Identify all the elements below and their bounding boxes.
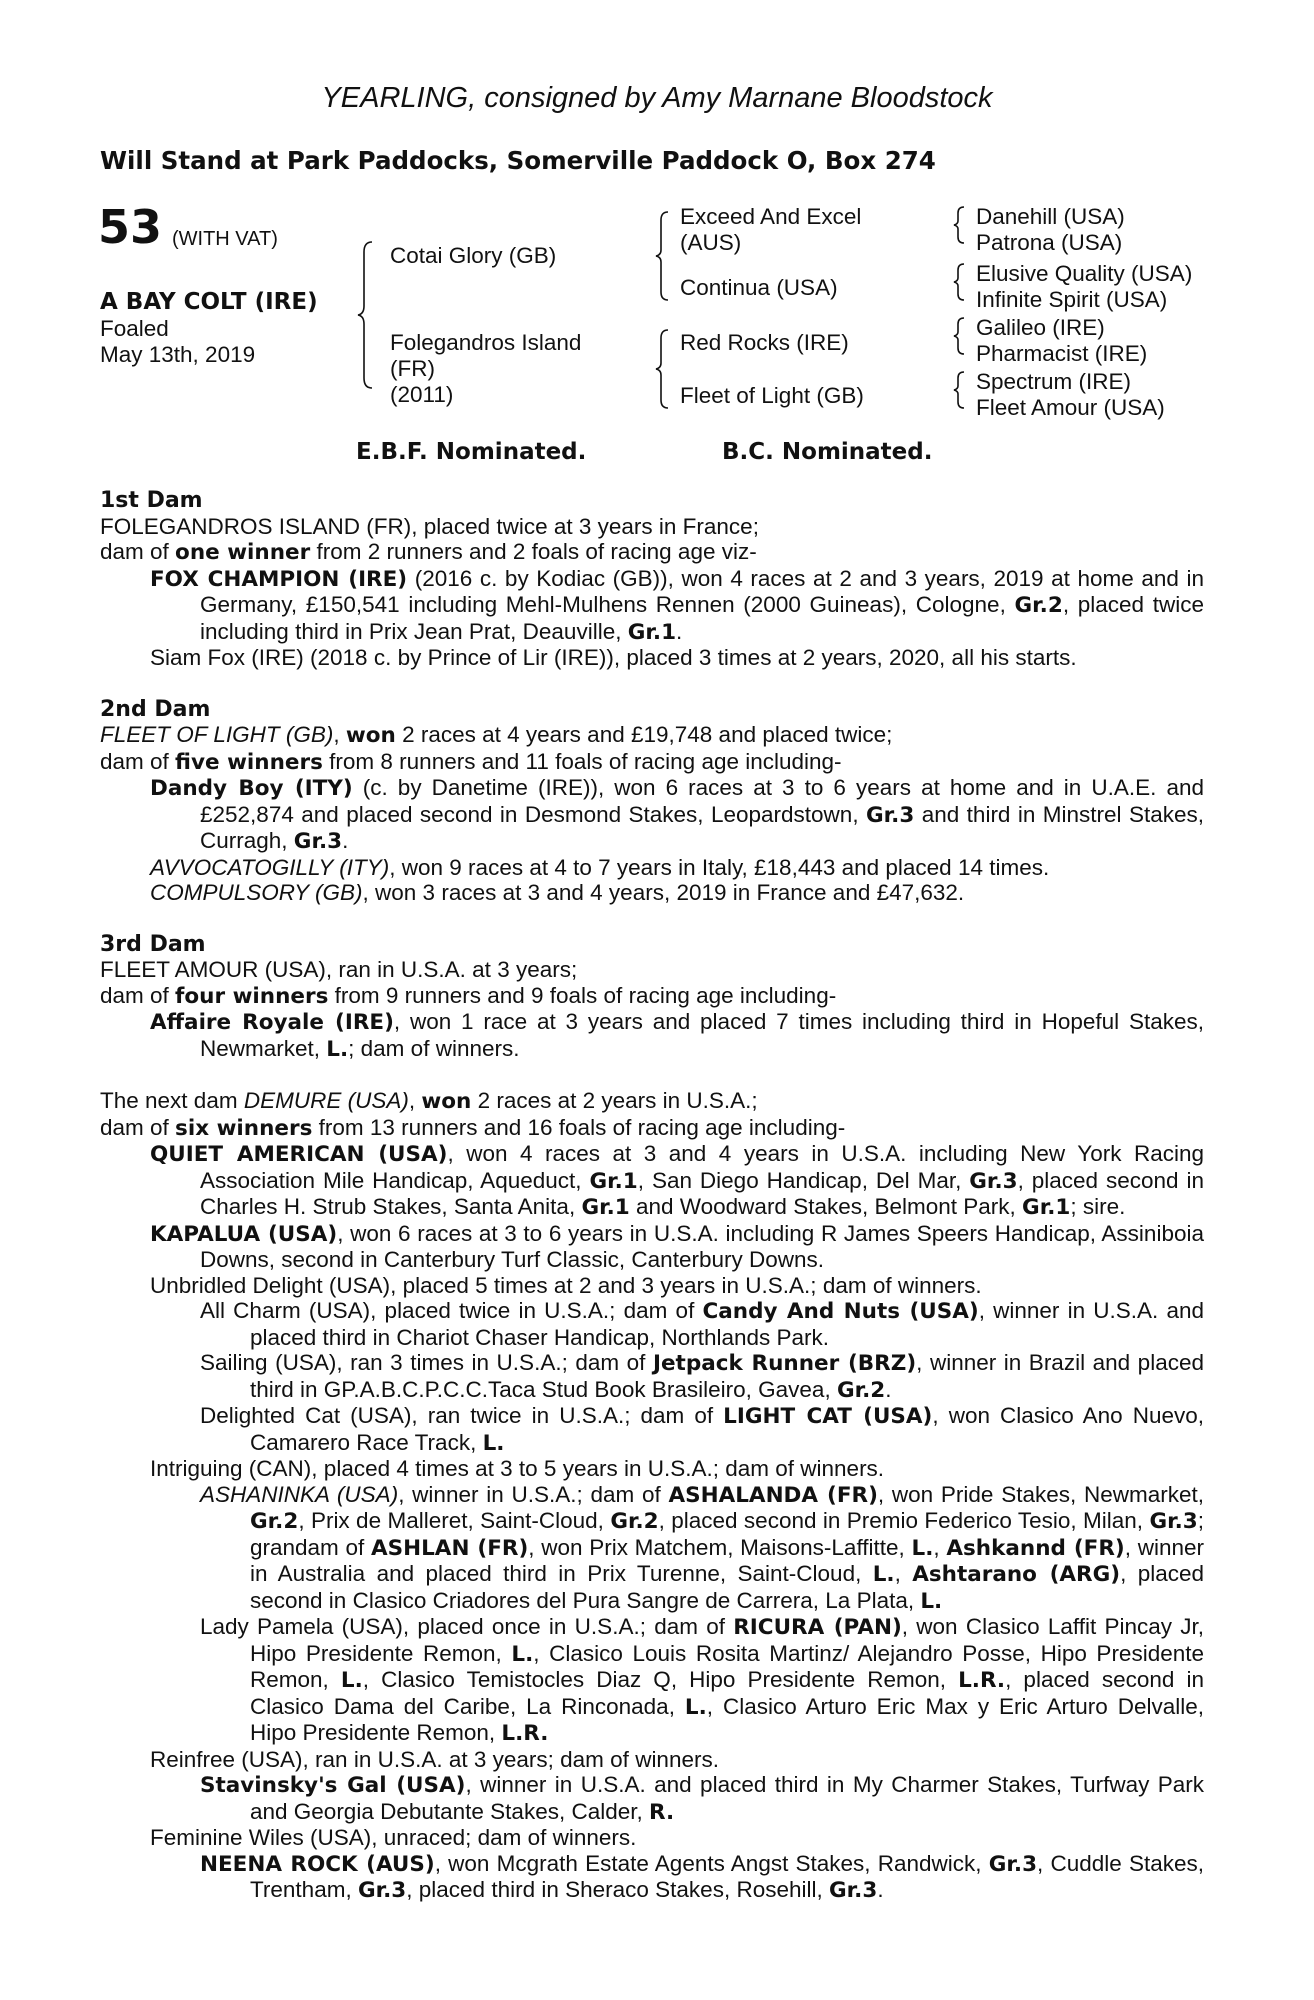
- next-dam-produce: dam of six winners from 13 runners and 16 foals of racing age including-: [100, 1114, 846, 1141]
- entry-affaire-royale: Affaire Royale (IRE), won 1 race at 3 years and placed 7 times including third in Hopeful Stakes, Newmarket, L.; dam of winners.: [150, 1009, 1204, 1062]
- third-dam-line: FLEET AMOUR (USA), ran in U.S.A. at 3 years;: [100, 957, 578, 982]
- entry-lady-pamela: Lady Pamela (USA), placed once in U.S.A.; dam of RICURA (PAN), won Clasico Laffit Pincay Jr, Hipo Presidente Remon, L., Clasico Louis Rosita Martinz/ Alejandro Posse, Hipo Presidente Remon, L., Clasico Temistocles Diaz Q, Hipo Presidente Remon, L.R., placed second in Clasico Dama del Caribe, La Rinconada, L., Clasico Arturo Eric Max y Eric Arturo Delvalle, Hipo Presidente Remon, L.R.: [200, 1614, 1205, 1746]
- entry-stavinskys-gal: Stavinsky's Gal (USA), winner in U.S.A. and placed third in My Charmer Stakes, Turfway Park and Georgia Debutante Stakes, Calder, R.: [200, 1772, 1204, 1825]
- pedigree-ddd: Fleet Amour (USA): [976, 395, 1165, 420]
- pedigree-notes: [100, 488, 1204, 1904]
- pedigree-brace-dam: [654, 328, 672, 410]
- ebf-nomination: E.B.F. Nominated.: [356, 439, 587, 465]
- entry-dandy-boy: Dandy Boy (ITY) (c. by Danetime (IRE)), won 6 races at 3 to 6 years at home and in U.A.E. and £252,874 and placed second in Desmond Stakes, Leopardstown, Gr.3 and third in Minstrel Stakes, Curragh, Gr.3.: [150, 775, 1204, 854]
- pedigree-brace-ds: [952, 316, 968, 356]
- second-dam-line: FLEET OF LIGHT (GB), won 2 races at 4 years and £19,748 and placed twice;: [100, 722, 893, 748]
- stand-location: Will Stand at Park Paddocks, Somerville Paddock O, Box 274: [100, 146, 936, 175]
- lot-number: 53: [98, 200, 163, 254]
- entry-quiet-american: QUIET AMERICAN (USA), won 4 races at 3 and 4 years in U.S.A. including New York Racing Association Mile Handicap, Aqueduct, Gr.1, San Diego Handicap, Del Mar, Gr.3, placed second in Charles H. Strub Stakes, Santa Anita, Gr.1 and Woodward Stakes, Belmont Park, Gr.1; sire.: [150, 1141, 1204, 1220]
- first-dam-line: FOLEGANDROS ISLAND (FR), placed twice at 3 years in France;: [100, 513, 759, 539]
- bc-nomination: B.C. Nominated.: [722, 439, 933, 465]
- first-dam-produce: dam of one winner from 2 runners and 2 foals of racing age viz-: [100, 539, 757, 565]
- entry-siam-fox: Siam Fox (IRE) (2018 c. by Prince of Lir (IRE)), placed 3 times at 2 years, 2020, all his starts.: [150, 645, 1077, 670]
- pedigree-dam: [390, 330, 581, 408]
- pedigree-sire-sire: [680, 204, 861, 256]
- pedigree-dam-line3: (2011): [390, 382, 454, 407]
- pedigree-sire: Cotai Glory (GB): [390, 243, 557, 268]
- page-title: YEARLING, consigned by Amy Marnane Bloodstock: [321, 82, 993, 114]
- entry-reinfree: Reinfree (USA), ran in U.S.A. at 3 years; dam of winners.: [150, 1746, 719, 1772]
- entry-fox-champion: FOX CHAMPION (IRE) (2016 c. by Kodiac (GB)), won 4 races at 2 and 3 years, 2019 at home and in Germany, £150,541 including Mehl-Mulhens Rennen (2000 Guineas), Cologne, Gr.2, placed twice including third in Prix Jean Prat, Deauville, Gr.1.: [150, 565, 1204, 645]
- third-dam-heading: 3rd Dam: [100, 931, 206, 957]
- pedigree-dss: Galileo (IRE): [976, 315, 1105, 340]
- lot-name: A BAY COLT (IRE): [100, 289, 318, 315]
- pedigree-dds: Spectrum (IRE): [976, 369, 1132, 394]
- vat-note: (WITH VAT): [172, 228, 278, 250]
- entry-feminine-wiles: Feminine Wiles (USA), unraced; dam of winners.: [150, 1825, 637, 1850]
- pedigree-ss-line1: Exceed And Excel: [680, 204, 862, 229]
- entry-avvocatogilly: AVVOCATOGILLY (ITY), won 9 races at 4 to 7 years in Italy, £18,443 and placed 14 times.: [150, 854, 1050, 880]
- pedigree-brace-main: [356, 240, 376, 390]
- second-dam-produce: dam of five winners from 8 runners and 11 foals of racing age including-: [100, 748, 842, 775]
- foaled-date: May 13th, 2019: [100, 342, 256, 367]
- foaled-label: Foaled: [100, 316, 169, 341]
- pedigree-dam-line2: (FR): [390, 356, 435, 381]
- pedigree-brace-sd: [952, 262, 968, 302]
- pedigree-dam-line1: Folegandros Island: [390, 330, 582, 355]
- entry-kapalua: KAPALUA (USA), won 6 races at 3 to 6 years in U.S.A. including R James Speers Handicap, Assiniboia Downs, second in Canterbury Turf Classic, Canterbury Downs.: [150, 1220, 1204, 1272]
- pedigree-sdd: Infinite Spirit (USA): [976, 287, 1168, 312]
- pedigree-dam-sire: Red Rocks (IRE): [680, 330, 849, 355]
- pedigree-dam-dam: Fleet of Light (GB): [680, 383, 864, 408]
- second-dam-heading: 2nd Dam: [100, 696, 211, 722]
- entry-neena-rock: NEENA ROCK (AUS), won Mcgrath Estate Agents Angst Stakes, Randwick, Gr.3, Cuddle Stakes, Trentham, Gr.3, placed third in Sheraco Stakes, Rosehill, Gr.3.: [200, 1850, 1204, 1903]
- pedigree-brace-ss: [952, 205, 968, 245]
- pedigree-brace-dd: [952, 370, 968, 410]
- pedigree-sire-dam: Continua (USA): [680, 275, 838, 300]
- pedigree-brace-sire: [654, 210, 672, 302]
- third-dam-produce: dam of four winners from 9 runners and 9 foals of racing age including-: [100, 982, 837, 1009]
- entry-all-charm: All Charm (USA), placed twice in U.S.A.; dam of Candy And Nuts (USA), winner in U.S.A. and placed third in Chariot Chaser Handicap, Northlands Park.: [200, 1298, 1205, 1350]
- pedigree-dsd: Pharmacist (IRE): [976, 341, 1148, 366]
- entry-intriguing: Intriguing (CAN), placed 4 times at 3 to 5 years in U.S.A.; dam of winners.: [150, 1456, 885, 1481]
- next-dam-line: The next dam DEMURE (USA), won 2 races at 2 years in U.S.A.;: [100, 1088, 758, 1114]
- pedigree-ss-line2: (AUS): [680, 230, 742, 255]
- entry-compulsory: COMPULSORY (GB), won 3 races at 3 and 4 years, 2019 in France and £47,632.: [150, 880, 965, 905]
- entry-ashaninka: ASHANINKA (USA), winner in U.S.A.; dam of ASHALANDA (FR), won Pride Stakes, Newmarket, Gr.2, Prix de Malleret, Saint-Cloud, Gr.2, placed second in Premio Federico Tesio, Milan, Gr.3; grandam of ASHLAN (FR), won Prix Matchem, Maisons-Laffitte, L., Ashkannd (FR), winner in Australia and placed third in Prix Turenne, Saint-Cloud, L., Ashtarano (ARG), placed second in Clasico Criadores del Pura Sangre de Carrera, La Plata, L.: [200, 1481, 1205, 1614]
- entry-sailing: Sailing (USA), ran 3 times in U.S.A.; dam of Jetpack Runner (BRZ), winner in Brazil and placed third in GP.A.B.C.P.C.C.Taca Stud Book Brasileiro, Gavea, Gr.2.: [200, 1350, 1204, 1403]
- first-dam-heading: 1st Dam: [100, 488, 203, 513]
- pedigree-sds: Elusive Quality (USA): [976, 261, 1193, 286]
- pedigree-sss: Danehill (USA): [976, 204, 1125, 229]
- entry-delighted-cat: Delighted Cat (USA), ran twice in U.S.A.; dam of LIGHT CAT (USA), won Clasico Ano Nuevo, Camarero Race Track, L.: [200, 1403, 1204, 1456]
- pedigree-ssd: Patrona (USA): [976, 230, 1123, 255]
- entry-unbridled-delight: Unbridled Delight (USA), placed 5 times at 2 and 3 years in U.S.A.; dam of winners.: [150, 1272, 982, 1298]
- foaled-info: [100, 316, 255, 368]
